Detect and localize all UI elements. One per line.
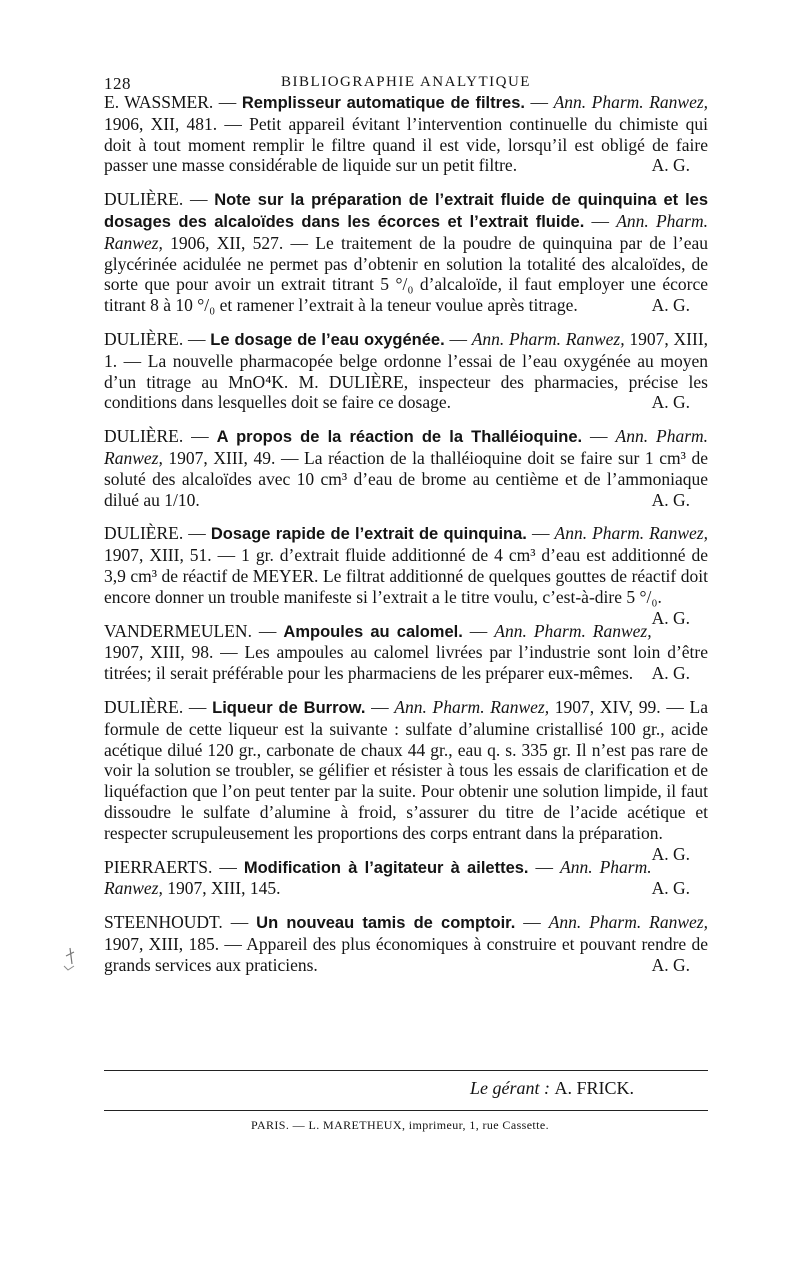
entry-author: DULIÈRE. xyxy=(104,426,184,447)
bibliography-entry: DULIÈRE. — Note sur la préparation de l’extrait fluide de quinquina et les dosages des alcaloïdes dans les écorces et l’extrait fluide. — Ann. Pharm. Ranwez, 1906, XII, 527. — Le traitement de la poudre de quinquina par de l’eau glycérinée acidulée ne permet pas d’obtenir en solution la totalité des alcaloïdes, de sorte que pour avoir un extrait titrant 5 °/₀ d’alcaloïde, il faut employer une écorce titrant 8 à 10 °/₀ et ramener l’extrait à la teneur voulue après titrage. A. G. xyxy=(104,189,709,316)
bibliography-entry: VANDERMEULEN. — Ampoules au calomel. — Ann. Pharm. Ranwez, 1907, XIII, 98. — Les ampoules au calomel livrées par l’industrie sont loin d’être titrées; il serait préférable pour les pharmaciens de les préparer eux-mêmes. A. G. xyxy=(104,620,708,684)
entry-reference: 1907, XIII, 49. xyxy=(168,447,276,468)
entry-signature: A. G. xyxy=(651,663,690,684)
entry-title: Note sur la préparation de l’extrait fluide de quinquina et les dosages des alcaloïdes dans les écorces et l’extrait fluide. xyxy=(104,191,709,231)
entry-title: Un nouveau tamis de comptoir. xyxy=(256,914,516,933)
entry-reference: 1907, XIII, 145. xyxy=(167,878,281,899)
entry-title: Le dosage de l’eau oxygénée. xyxy=(210,330,445,349)
entry-body: La nouvelle pharmacopée belge ordonne l’essai de l’eau oxygénée au moyen d’un titrage au MnO⁴K. M. DULIÈRE, inspecteur des pharmacies, précise les conditions dans lesquelles doit se faire ce dosage. xyxy=(104,350,708,413)
entry-title: A propos de la réaction de la Thalléioquine. xyxy=(216,428,583,447)
entry-reference: 1907, XIII, 51. xyxy=(104,545,212,566)
entry-body: 1 gr. d’extrait fluide additionné de 4 cm³ d’eau est additionné de 3,9 cm³ de réactif de MEYER. Le filtrat additionné de quelques gouttes de réactif doit encore donner un trouble manifeste si l’extrait a le titre voulu, c’est-à-dire 5 °/₀. xyxy=(104,545,709,607)
running-title: BIBLIOGRAPHIE ANALYTIQUE xyxy=(281,74,531,90)
entry-journal: Ann. Pharm. Ranwez, xyxy=(104,856,652,899)
entry-signature: A. G. xyxy=(651,954,690,975)
entry-reference: 1906, XII, 481. xyxy=(104,113,218,134)
entry-journal: Ann. Pharm. Ranwez, xyxy=(553,92,709,112)
margin-pencil-mark xyxy=(60,942,94,982)
entry-reference: 1907, XIV, 99. xyxy=(554,696,661,717)
footer-rule xyxy=(104,1070,708,1071)
entry-title: Modification à l’agitateur à ailettes. xyxy=(243,858,529,877)
entry-reference: 1906, XII, 527. xyxy=(170,232,284,253)
bibliography-entries xyxy=(104,92,708,988)
entry-journal: Ann. Pharm. Ranwez, xyxy=(548,912,708,933)
entry-body: Petit appareil évitant l’intervention continuelle du chimiste qui doit à tout moment remplir le filtre quand il est vide, lorsqu’il est obligé de faire passer une masse considérable de liquide sur un petit filtre. xyxy=(104,113,709,176)
manager-name: A. FRICK. xyxy=(554,1078,635,1098)
bibliography-entry: DULIÈRE. — A propos de la réaction de la Thalléioquine. — Ann. Pharm. Ranwez, 1907, XIII, 49. — La réaction de la thalléioquine doit se faire sur 1 cm³ de soluté des alcaloïdes avec 10 cm³ d’eau de brome au centième et de l’ammoniaque dilué au 1/10. A. G. xyxy=(104,426,709,510)
entry-author: E. WASSMER. xyxy=(104,92,214,112)
entry-journal: Ann. Pharm. Ranwez, xyxy=(104,426,709,468)
entry-body: Les ampoules au calomel livrées par l’industrie sont loin d’être titrées; il serait préférable pour les pharmaciens de les préparer eux-mêmes. xyxy=(104,642,708,684)
entry-reference: 1907, XIII, 185. xyxy=(104,933,220,954)
entry-body: Appareil des plus économiques à construire et pouvant rendre de grands services aux praticiens. xyxy=(104,933,708,975)
bibliography-entry: DULIÈRE. — Le dosage de l’eau oxygénée. — Ann. Pharm. Ranwez, 1907, XIII, 1. — La nouvelle pharmacopée belge ordonne l’essai de l’eau oxygénée au moyen d’un titrage au MnO⁴K. M. DULIÈRE, inspecteur des pharmacies, précise les conditions dans lesquelles doit se faire ce dosage. A. G. xyxy=(104,328,709,413)
entry-journal: Ann. Pharm. Ranwez, xyxy=(104,210,709,253)
page-number: 128 xyxy=(104,74,131,93)
entry-author: DULIÈRE. xyxy=(104,523,184,544)
entry-author: VANDERMEULEN. xyxy=(104,620,252,641)
bibliography-entry: PIERRAERTS. — Modification à l’agitateur à ailettes. — Ann. Pharm. Ranwez, 1907, XIII, 145. A. G. xyxy=(104,856,690,899)
entry-author: DULIÈRE. xyxy=(104,696,184,717)
entry-reference: 1907, XIII, 98. xyxy=(104,642,214,663)
manager-line xyxy=(470,1078,634,1099)
entry-author: PIERRAERTS. xyxy=(104,856,213,877)
entry-body: La formule de cette liqueur est la suivante : sulfate d’alumine cristallisé 100 gr., acide acétique dilué 120 gr., carbonate de chaux 44 gr., eau q. s. 335 gr. Il n’est pas rare de voir la solution se troubler, se gélifier et résister à tous les essais de clarification et de liquéfaction que l’on peut tenter par la suite. Pour obtenir une solution limpide, il faut dissoudre le sulfate d’alumine à froid, s’assurer du titre de l’acide acétique et respecter scrupuleusement les proportions des corps entrant dans la préparation. xyxy=(104,696,708,843)
entry-journal: Ann. Pharm. Ranwez, xyxy=(494,620,652,641)
entry-signature: A. G. xyxy=(651,155,690,176)
imprint: PARIS. — L. MARETHEUX, imprimeur, 1, rue Cassette. xyxy=(250,1118,550,1132)
imprint-rule xyxy=(104,1110,708,1111)
entry-body: Le traitement de la poudre de quinquina par de l’eau glycérinée acidulée ne permet pas d’obtenir en solution la totalité des alcaloïdes, de sorte que pour avoir un extrait titrant 5 °/₀ d’alcaloïde, il faut employer une écorce titrant 8 à 10 °/₀ et ramener l’extrait à la teneur voulue après titrage. xyxy=(104,232,709,316)
entry-reference: 1907, XIII, 1. xyxy=(104,328,709,371)
bibliography-entry: DULIÈRE. — Dosage rapide de l’extrait de quinquina. — Ann. Pharm. Ranwez, 1907, XIII, 51. — 1 gr. d’extrait fluide additionné de 4 cm³ d’eau est additionné de 3,9 cm³ de réactif de MEYER. Le filtrat additionné de quelques gouttes de réactif doit encore donner un trouble manifeste si l’extrait a le titre voulu, c’est-à-dire 5 °/₀. A. G. xyxy=(104,523,709,628)
entry-author: STEENHOUDT. xyxy=(104,912,223,933)
entry-title: Dosage rapide de l’extrait de quinquina. xyxy=(210,525,527,544)
entry-title: Ampoules au calomel. xyxy=(283,622,463,641)
bibliography-entry: STEENHOUDT. — Un nouveau tamis de comptoir. — Ann. Pharm. Ranwez, 1907, XIII, 185. — Appareil des plus économiques à construire et pouvant rendre de grands services aux praticiens. A. G. xyxy=(104,912,708,975)
entry-title: Liqueur de Burrow. xyxy=(212,698,366,717)
bibliography-entry: E. WASSMER. — Remplisseur automatique de filtres. — Ann. Pharm. Ranwez, 1906, XII, 481. — Petit appareil évitant l’intervention continuelle du chimiste qui doit à tout moment remplir le filtre quand il est vide, lorsqu’il est obligé de faire passer une masse considérable de liquide sur un petit filtre. A. G. xyxy=(104,92,709,176)
entry-signature: A. G. xyxy=(651,489,690,510)
entry-signature: A. G. xyxy=(651,843,690,864)
entry-journal: Ann. Pharm. Ranwez, xyxy=(554,523,708,544)
entry-author: DULIÈRE. xyxy=(104,189,184,210)
entry-signature: A. G. xyxy=(651,878,690,899)
entry-signature: A. G. xyxy=(651,607,690,628)
entry-author: DULIÈRE. xyxy=(104,328,184,349)
entry-journal: Ann. Pharm. Ranwez, xyxy=(394,696,550,717)
manager-label: Le gérant : xyxy=(470,1078,550,1098)
entry-title: Remplisseur automatique de filtres. xyxy=(241,94,525,112)
entry-journal: Ann. Pharm. Ranwez, xyxy=(471,328,625,349)
entry-signature: A. G. xyxy=(651,295,690,316)
entry-signature: A. G. xyxy=(651,392,690,413)
entry-body: La réaction de la thalléioquine doit se faire sur 1 cm³ de soluté des alcaloïdes avec 10 cm³ d’eau de brome au centième et de l’ammoniaque dilué au 1/10. xyxy=(104,447,709,510)
bibliography-entry: DULIÈRE. — Liqueur de Burrow. — Ann. Pharm. Ranwez, 1907, XIV, 99. — La formule de cette liqueur est la suivante : sulfate d’alumine cristallisé 100 gr., acide acétique dilué 120 gr., carbonate de chaux 44 gr., eau q. s. 335 gr. Il n’est pas rare de voir la solution se troubler, se gélifier et résister à tous les essais de clarification et de liquéfaction que l’on peut tenter par la suite. Pour obtenir une solution limpide, il faut dissoudre le sulfate d’alumine à froid, s’assurer du titre de l’acide acétique et respecter scrupuleusement les proportions des corps entrant dans la préparation. A. G. xyxy=(104,696,708,864)
